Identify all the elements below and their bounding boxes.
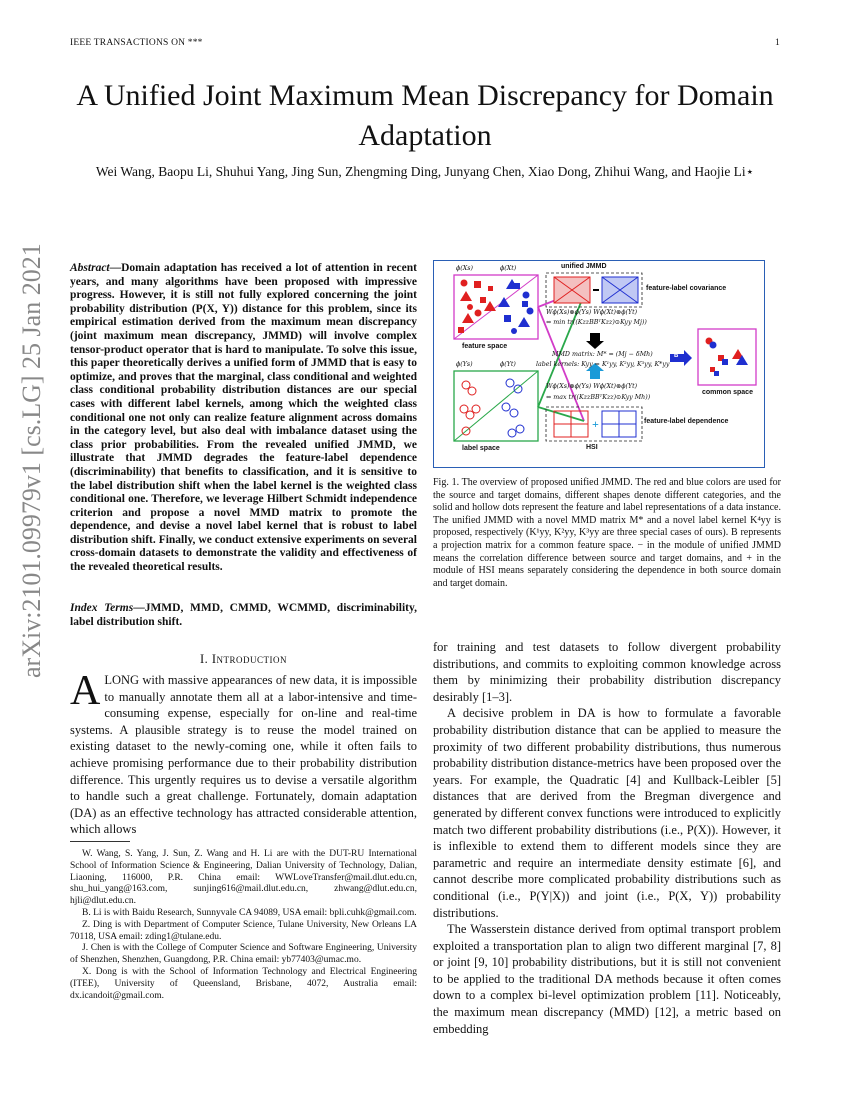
footnote-rule bbox=[70, 841, 130, 842]
index-terms bbox=[70, 602, 417, 629]
eq-bottom-1: Wϕ(Xs)⊗ϕ(Ys) Wϕ(Xt)⊗ϕ(Yt) bbox=[546, 383, 638, 390]
unified-jmmd-label: unified JMMD bbox=[561, 263, 607, 270]
body-paragraph: The Wasserstein distance derived from optimal transport problem exploited a transportation plan to align two different marginal [7, 8] or joint [9, 10] probability distributions, but it is still not convenient to be applied to the traditional DA methods because it often comes down to a complex bi-level optimization problem [11]. Noticeably, the maximum mean discrepancy (MMD) [12], a metric based on embedding bbox=[433, 922, 781, 1036]
hsic-label: HSI bbox=[586, 444, 598, 451]
feature-label-covariance-label: feature-label covariance bbox=[646, 285, 727, 292]
b-matrix-label: B bbox=[674, 353, 679, 359]
label-kernels-text: label kernels: Kyy = K¹yy, K²yy, K³yy, K*yy bbox=[536, 361, 670, 368]
figure-1 bbox=[433, 260, 765, 468]
phi-xs-label: ϕ(Xs) bbox=[456, 265, 473, 272]
intro-text: with massive appearances of new data, it is impossible to manually annotate them all at a labor-intensive and time-consuming expense, especially for on-line and real-time systems. A plausible strategy is to reuse the model trained on existing dataset to the newly-coming one, while it often fails to achieve promising performance due to their probability distribution difference. This urgently requires us to devise a versatile algorithm to handle such a great challenge. Fortunately, domain adaptation (DA) as an effective technology has attracted considerable attention, which allows bbox=[70, 673, 417, 837]
svg-text:+: + bbox=[592, 417, 599, 431]
footnote: J. Chen is with the College of Computer Science and Software Engineering, University of Shenzhen, Shenzhen, Guangdong, P.R. China email: yb77403@umac.mo. bbox=[70, 943, 417, 966]
common-space-label: common space bbox=[702, 389, 753, 396]
footnotes bbox=[70, 849, 417, 1002]
intro-first-word: LONG bbox=[104, 673, 140, 687]
dropcap: A bbox=[70, 668, 101, 714]
arxiv-stamp: arXiv:2101.09979v1 [cs.LG] 25 Jan 2021 bbox=[17, 243, 46, 678]
journal-header: IEEE TRANSACTIONS ON *** bbox=[70, 38, 203, 48]
phi-yt-label: ϕ(Yt) bbox=[500, 361, 516, 368]
eq-bottom-2: ⇔ max tr((KzzBBᵀKzz)⊙Kyy Mh)) bbox=[546, 394, 651, 401]
index-terms-text: —JMMD, MMD, CMMD, WCMMD, discriminability, label distribution shift. bbox=[70, 602, 417, 628]
right-column-body bbox=[433, 639, 781, 1037]
footnote: Z. Ding is with Department of Computer Science, Tulane University, New Orleans LA 70118, USA email: zding1@tulane.edu. bbox=[70, 919, 417, 942]
footnote: X. Dong is with the School of Information Technology and Electrical Engineering (ITEE), University of Queensland, Brisbane, 4072, Australia email: dx.icandoit@gmail.com. bbox=[70, 966, 417, 1001]
footnote: W. Wang, S. Yang, J. Sun, Z. Wang and H. Li are with the DUT-RU International School of Information Science & Engineering, Dalian University of Technology, Dalian, Liaoning, 116000, P.R. China email: WWLoveTransfer@mail.dlut.edu.cn, shu_hui_yang@163.com, sunjing616@mail.dlut.edu.cn, zhwang@dlut.edu.cn, hjli@dlut.edu.cn. bbox=[70, 849, 417, 907]
section-heading: I. Introduction bbox=[199, 652, 288, 666]
abstract bbox=[70, 262, 417, 575]
caption-text: The overview of proposed unified JMMD. The red and blue colors are used for the source and target domains, different shapes denote different categories, and the solid and hollow dots represent the feature and label representations of a data instance. The unified JMMD with a novel MMD matrix M* and a novel label kernel K⁴yy is proposed, respectively (K¹yy, K²yy, K³yy are three special cases of ours). B represents a projection matrix for a common feature space. − in the module of unified JMMD means the correlation difference between source and target domains, and + in the module of HSI means separately considering the dependence in both source domain and target domain. bbox=[433, 477, 781, 589]
mmd-matrix-text: MMD matrix: M* = (Mj − δMh) bbox=[552, 351, 653, 358]
body-paragraph: for training and test datasets to follow divergent probability distributions, and commits to exploiting common knowledge across them by minimizing their probability distribution discrepancy desirably [1–3]. bbox=[433, 640, 781, 704]
caption-label: Fig. 1. bbox=[433, 477, 460, 488]
body-paragraph: A decisive problem in DA is how to formulate a favorable probability distribution distance that can be applied to measure the proximity of two different probability distributions, thus numerous probability distribution distance-metrics have been proposed over the years. For example, the Quadratic [4] and Kullback-Leibler [5] distances that are derived from the Bregman divergence and generated by different convex functions were introduced to explicitly match two different probability distributions (i.e., P(X)). However, it is inflexible to extend them to different models since they are parametric and require an intermediate density estimate [6], and cannot describe more complicated probability distributions such as conditional (i.e., P(Y|X)) and joint (i.e., P(X, Y)) probability distributions. bbox=[433, 706, 781, 920]
feature-space-label: feature space bbox=[462, 343, 508, 350]
page-number: 1 bbox=[775, 38, 780, 48]
footnote: B. Li is with Baidu Research, Sunnyvale CA 94089, USA email: bpli.cuhk@gmail.com. bbox=[82, 907, 417, 918]
phi-ys-label: ϕ(Ys) bbox=[456, 361, 473, 368]
label-space-label: label space bbox=[462, 445, 500, 452]
intro-paragraph bbox=[70, 668, 417, 838]
index-terms-label: Index Terms bbox=[70, 602, 134, 614]
feature-label-dependence-label: feature-label dependence bbox=[644, 418, 729, 425]
figure-caption bbox=[433, 477, 781, 590]
abstract-label: Abstract bbox=[70, 262, 110, 274]
paper-title: A Unified Joint Maximum Mean Discrepancy for Domain Adaptation bbox=[76, 79, 774, 152]
eq-top-1: Wϕ(Xs)⊗ϕ(Ys) Wϕ(Xt)⊗ϕ(Yt) bbox=[546, 309, 638, 316]
phi-xt-label: ϕ(Xt) bbox=[500, 265, 517, 272]
author-list: Wei Wang, Baopu Li, Shuhui Yang, Jing Sun, Zhengming Ding, Junyang Chen, Xiao Dong, Zhihui Wang, and Haojie Li⋆ bbox=[95, 164, 755, 179]
eq-top-2: ⇔ min tr((KzzBBᵀKzz)⊙Kyy Mj)) bbox=[546, 319, 647, 326]
abstract-text: —Domain adaptation has received a lot of attention in recent years, and many algorithms have been proposed with impressive progress. However, it is still not fully explored concerning the joint probability distribution (P(X, Y)) distance for this problem, since its empirical estimation derived from the maximum mean discrepancy (joint maximum mean discrepancy, JMMD) will involve complex tensor-product operator that is hard to manipulate. To solve this issue, this paper theoretically derives a unified form of JMMD that is easy to optimize, and proves that the marginal, class conditional and weighted class conditional probability distribution distances are our special cases with different label kernels, among which the weighted class conditional one not only can realize feature alignment across domains in the category level, but also deal with imbalance dataset using the class prior probabilities. From the revealed unified JMMD, we illustrate that JMMD degrades the feature-label dependence (discriminability) that benefits to classification, and it is sensitive to the label distribution shift when the label kernel is the weighted class conditional one. Therefore, we leverage Hilbert Schmidt independence criterion and propose a novel MMD matrix to promote the dependence, and devise a novel label kernel that is robust to label distribution shift. Finally, we conduct extensive experiments on several cross-domain datasets to demonstrate the validity and effectiveness of the revealed theoretical results. bbox=[70, 262, 417, 574]
